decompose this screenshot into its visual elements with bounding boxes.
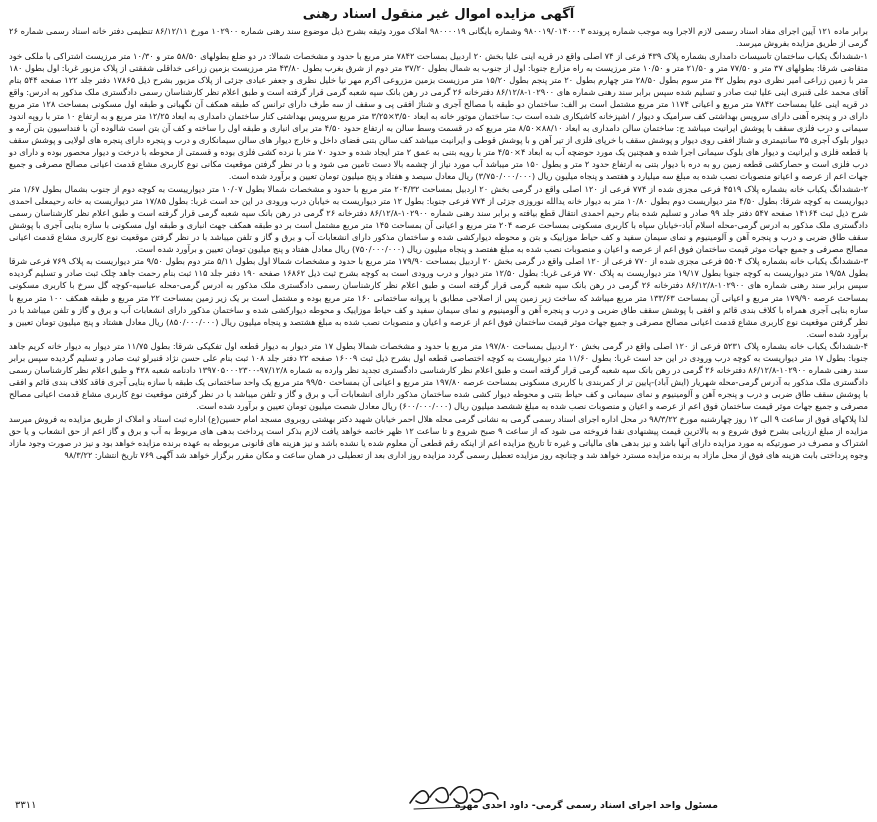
signatory-line: مسئول واحد اجرای اسناد رسمی گرمی- داود احدی مهره [454, 800, 718, 811]
property-item-4: ۴-ششدانگ یکباب خانه بشماره پلاک ۵۲۳۱ فرعی از ۱۲۰ اصلی واقع در گرمی بخش ۲۰ اردبیل بمساحت ۱۹۷/۸۰ متر مربع با حدود و مشخصات شمالا بطول ۱۷ متر دیوار به دیوار قطعه اول تفکیکی شرقا: بطول ۱۱/۷۵ متر دیوار به دیوار خانه کریم جاهد جنوبا: بطول ۱۷ متر دیواریست به کوچه درب ورودی در این حد است غربا: بطول ۱۱/۶۰ متر دیواریست به کوچه اختصاصی قطعه اول بشرح ذیل ثبت ۱۶۰۰۹ صفحه ۲۲ دفتر جلد ۱۰۸ ثبت بنام علی حسن نژاد قنبرلو ثبت صادر و تسلیم گردیده سپس برابر سند رهنی شماره ۱۰۲۹۰۰-۸۶/۱۲/۸ دفترخانه ۲۶ گرمی در رهن بانک سپه شعبه گرمی قرار گرفته است و طبق اعلام نظر کارشناسی دادگستری تجدید نظر وارده به شماره ۹۷/۱۲/۸-۱۳۹۷۰۵۰۰۰۲۳۰۰ دادنامه شعبه ۴۲۸ و طبق اعلام نظر کارشناسان رسمی دادگستری ملک مذکور به آدرس گرمی-محله شهریار (ایش آباد)-پایین تر از کمربندی با کاربری مسکونی بمساحت عرصه ۱۹۷/۸۰ متر مربع و اعیانی آن بمساحت ۹۹/۵۰ متر مربع یک واحد ساختمانی یک طبقه با سازه بنایی آجری فاقد کلاف بندی قائم و افقی با پوشش سقف طاق ضربی و درب و پنجره آهن و آلومینیوم و نمای سیمانی و کف حیاط بتنی و محوطه دیوار کشی شده ساختمان مذکور دارای انشعابات آب و برق و گاز و تلفن میباشد با در نظر گرفتن موقعیت نوع کاربری مشاع قدمت اعیانی مصالح مصرفی و جمیع جهات موثر قیمت ساختمان فوق اعم از عرصه و اعیان و منصوبات نصب شده به مبلغ ششصد میلیون ریال (۶۰۰/۰۰۰/۰۰۰) ریال معادل شصت میلیون تومان تعیین و برآورد شده است. [9, 341, 869, 412]
notice-title: آگهی مزایده اموال غیر منقول اسناد رهنی [302, 7, 575, 22]
notice-number: ۳۳۱۱ [15, 800, 37, 811]
notice-intro: برابر ماده ۱۲۱ آیین اجرای مفاد اسناد رسمی لازم الاجرا وبه موجب شماره پرونده ۹۸۰۰۱۹/۰۱۴۰۰۰۳ وشماره بایگانی ۹۸۰۰۰۰۱۹ املاک مورد وثیقه بشرح ذیل موضوع سند رهنی شماره ۱۰۲۹۰۰ مورخ ۸۶/۱۲/۱۱ تنظیمی دفتر خانه اسناد رسمی شماره ۲۶ گرمی از طریق مزایده بفروش میرسد. [9, 26, 868, 49]
notice-footer [9, 795, 868, 817]
handwritten-signature [404, 773, 504, 817]
property-item-2: ۲-ششدانگ یکباب خانه بشماره پلاک ۴۵۱۹ فرعی مجزی شده از ۷۷۴ فرعی از ۱۲۰ اصلی واقع در گرمی بخش ۲۰ اردبیل بمساحت ۲۰۴/۳۲ متر مربع با حدود و مشخصات شمالا بطول ۱۰/۰۷ متر دیوارییست به کوچه دوم از جنوب بشمال بطول ۱/۶۷ متر دیواریست به کوچه شرقا: بطول ۴/۵۰ متر دیواریست دوم بطول ۱۰/۸۰ متر به دیوار خانه یدالله نوروزی جزئی از ۷۷۴ فرعی جنوبا: بطول ۱۲ متر دیواریست به خیابان درب ورودی در این حد است غربا: بطول ۱۷/۸۵ متر دیواریست به خانه رحیمعلی احمدی شرح ذیل ثبت ۱۴۱۶۴ صفحه ۵۴۷ دفتر جلد ۹۹ صادر و تسلیم شده بنام رحیم احمدی انتقال قطع بیافته و برابر سند رهنی شماره ۱۰۲۹۰۰-۸۶/۱۲/۸ دفترخانه ۲۶ گرمی در رهن بانک سپه شعبه گرمی قرار گرفته است و طبق اعلام نظر کارشناسان رسمی دادگستری ملک مذکور به ادرس گرمی-محله اسلام آباد-خیابان سپاه با کاربری مسکونی بمساحت عرصه ۲۰۴ متر مربع و اعیانی آن بمساحت ۱۴۵ متر مربع مشتمل است بر دو طبقه همکف جهت انباری و طبقه اول مسکونی با سازه بنایی آجری با پوشش سقف طاق ضربی و درب و پنجره آهن و آلومینیوم و نمای سیمان سفید و کف حیاط موزاییک و بتن و محوطه دیوارکشی شده و ساختمان مذکور دارای انشعابات آب و برق و گاز و تلفن میباشد با در نظر گرفتن موقعیت نوع کاربری مشاع قدمت اعیانی مصالح مصرفی و جمیع جهات موثر قیمت ساختمان فوق اعم از عرصه و اعیان و منصوبات نصب شده به مبلغ هفتصد و پنجاه میلیون ریال (۷۵۰/۰۰۰/۰۰۰) ریال معادل هفتاد و پنج میلیون تومان تعیین و برآورد شده است. [9, 183, 869, 254]
auction-conditions: لذا پلاکهای فوق از ساعت ۹ الی ۱۲ روز چهارشنبه مورخ ۹۸/۳/۲۲ در محل اداره اجرای اسناد رسمی گرمی به نشانی گرمی محله هلال احمر خیابان شهید دکتر بهشتی روبروی مسجد امام حسین(ع) اداره ثبت اسناد و املاک از طریق مزایده به فروش میرسد مزایده از مبلغ ارزیابی بشرح فوق شروع و به بالاترین قیمت پیشنهادی نقدا فروخته می شود که از ساعت ۹ صبح شروع و تا ساعت ۱۲ ظهر خاتمه خواهد یافت لازم بذکر است پرداخت بدهی های مربوط به آب و برق و گاز اعم از حق انشعاب و یا حق اشتراک و مصرف در صورتیکه به مورد مزایده دارای آنها باشد و نیز بدهی های مالیاتی و غیره تا تاریخ مزایده اعم از اینکه رقم قطعی آن معلوم شده یا نشده باشد و نیز هزینه های قانونی مربوطه به عهده برنده مزایده خواهد بود و نیز در صورت وجود مازاد وجوه پرداختی بابت هزینه های فوق از محل مازاد به برنده مزایده مسترد خواهد شد و چنانچه روز مزایده تعطیل رسمی گردد مزایده روز اداری بعد از تعطیلی در همان ساعت و مکان مقرر برگزار خواهد شد آگهی ۷۶۹ تاریخ انتشار: ۹۸/۳/۲۲ [9, 414, 868, 461]
property-item-1: ۱-ششدانگ یکباب ساختمان تاسیسات دامداری بشماره پلاک ۴۳۹ فرعی از ۷۴ اصلی واقع در قریه اینی علیا بخش ۲۰ اردبیل بمساحت ۷۸۴۲ متر مربع با حدود و مشخصات شمالا: در دو ضلع بطولهای ۵۸/۵۰ متر و ۱۰/۳۰ متر مرزیست اشتراکی با ملکی خود متقاضی شرقا: بطولهای ۳۷ متر و ۷۷/۵۰ متر و ۲۱/۵۰ متر و ۱۰/۵۰ متر مرزیست به راه مزارع جنوبا: اول از جنوب به شمال بطول ۳۷/۲۰ متر دوم از شرق بغرب بطول ۴۳/۸۰ متر مرزیست بزمین زراعی خداقلی شفقتی از پلاک مزبور غربا: اول بطول ۱۸۰ متر با زمین زراعی امیر نظری دوم بطول ۴۲ متر سوم بطول ۲۸/۵۰ متر چهارم بطول ۲۰ متر پنجم بطول ۱۵/۲۰ متر مرزیست بزمین مزروعی اکرم مهر نیا خلیل نظری و جعفر عبادی جزئی از پلاک مزبور بشرح ذیل ۱۷۸۶۵ دفتر جلد ۱۲۲ صفحه ۵۴۴ بنام آقای محمد علی قنبری اینی علیا ثبت صادر و تسلیم شده سپس برابر سند رهنی شماره های ۱۰۲۹۰۰-۸۶/۱۲/۸ دفترخانه ۲۶ گرمی در رهن بانک سپه شعبه گرمی قرار گرفته است و طبق اعلام نظر کارشناسان رسمی دادگستری ملک مذکور به ادرس: واقع در قریه اینی علیا بمساحت ۷۸۴۲ متر مربع و اعیانی ۱۱۷۴ متر مربع مشتمل است بر الف: ساختمان دو طبقه با مصالح آجری و شناژ افقی پی و سقف از سه طرف دارای ترانس که طبقه همکف آن نگهبانی و طبقه اول مسکونی بمساحت ۱۲۸ متر مربع دارای در و پنجره آهنی دارای سرویس بهداشتی کف سرامیک و دیوار / اشپزخانه کاشیکاری شده است ب: ساختمان موتور خانه به ابعاد ۳/۵۰×۳/۲۵ متر مربع سرویس بهداشتی کنار ساختمان دامداری به ابعاد ۱۲/۲۵ متر مربع و به ارتفاع ۱۰ متر با روپه اندود سیمانی و درب فلزی سقف با پوشش ایرانیت میباشد ج: ساختمان سالن دامداری به ابعاد ۸۸/۱۰×۸/۵۰ متر مربع که در قسمت وسط سالن به ارتفاع حدود ۴/۵۰ متر برای انباری و طبقه اول را ساخته و کف آن بتن است شالوده آن با فنداسیون بتن آرمه و دیوار بلوک آجری ۳۵ سانتیمتری و شناژ افقی روی دیوار و پوشش سقف با خرپای فلزی از تیر آهن و با پوشش قوطی و ایرانیت میباشد کف سالن بتنی فضای داخل و خارج دیوار های سالن سیمانکاری و درب و پنجره دارای پنجره های لولایی و پوشش سقف با قطعه فلزی و ایرانیت و دیوار های بلوک سیمانی اجرا شده و همچنین یک مورد حوضچه آب به ابعاد ۴×۴/۵۰ متر با رویه بتنی به عمق ۲ متر ایجاد شده و حدود ۷۰ متر با نرده کشی فلزی بوده و قسمتی از محوطه با درخت و دیوار محصور بوده و دارای دو درب فلزی است و حصارکشی قطعه زمین رو به دره با دیوار بتنی به ارتفاع حدود ۲ متر و بطول ۱۵۰ متر میباشد آب مورد نیاز از چشمه بالا دست تامین می شود و با در نظر گرفتن موقعیت مکانی نوع کاربری مشاع قدمت اعیانی مصالح مصرفی و جمیع جهات اعم از عرصه و اعیانو منصوبات نصب شده به مبلغ سه میلیارد و هفتصد و پنجاه میلیون ریال (۳/۷۵۰/۰۰۰/۰۰۰) ریال معادل سیصد و هفتاد و پنج میلیون تومان تعیین و برآورد شده است. [9, 50, 869, 182]
property-item-3: ۳-ششدانگ یکباب خانه بشماره پلاک ۵۵۰۴ فرعی مجزی شده از ۷۷۰ فرعی از ۱۲۰ اصلی واقع در گرمی بخش ۲۰ اردبیل بمساحت ۱۷۹/۹۰ متر مربع با حدود و مشخصات شمالا اول بطول ۵/۱۱ متر دوم بطول ۹/۵۰ متر دیواریست به پلاک ۷۶۹ فرعی شرقا بطول ۱۹/۵۸ متر دیواریست به کوچه جنوبا بطول ۱۹/۱۷ متر دیواریست به پلاک ۷۷۰ فرعی غربا: بطول ۱۲/۵۰ متر دیوار و درب ورودی است به کوچه بشرح ثبت ذیل ۱۶۸۶۲ صفحه ۱۹۰ دفتر جلد ۱۱۵ ثبت بنام رحمت جاهد چلک ثبت صادر و تسلیم گردیده سپس برابر سند رهنی شماره های ۱۰۲۹۰۰-۸۶/۱۲/۸ دفترخانه ۲۶ گرمی در رهن بانک سپه شعبه گرمی قرار گرفته است و طبق اعلام نظر کارشناسان رسمی دادگستری ملک مذکور به ادرس گرمی-محله عباسیه-کوچه گل سرخ با کاربری مسکونی بمساحت عرصه ۱۷۹/۹۰ متر مربع و اعیانی آن بمساحت ۱۳۳/۶۳ متر مربع میباشد که ساخت زیر زمین پس از اصلاحی مطابق با پروانه ساختمانی ۱۶۰ متر مربع بوده و مشتمل است بر یک زیر زمین بمساحت ۲۲ متر مربع و طبقه همکف ۱۰۰ متر مربع با سازه بنایی آجری همراه با کلاف بندی قائم و افقی با پوشش سقف طاق ضربی و درب و پنجره آهن و آلومینیوم و نمای سیمان سفید و کف حیاط موزاییک و محوطه دیوارکشی شده و ساختمان مذکور دارای انشعابات آب و برق و گاز و تلفن میباشد با در نظر گرفتن موقعیت نوع کاربری مشاع قدمت اعیانی مصالح مصرفی و جمیع جهات موثر قیمت ساختمان فوق اعم از عرصه و اعیان و منصوبات نصب شده به مبلغ هشتصد و پنجاه میلیون ریال (۸۵۰/۰۰۰/۰۰۰) ریال معادل هشتاد و پنج میلیون تومان تعیین و برآورد شده است. [9, 256, 869, 339]
